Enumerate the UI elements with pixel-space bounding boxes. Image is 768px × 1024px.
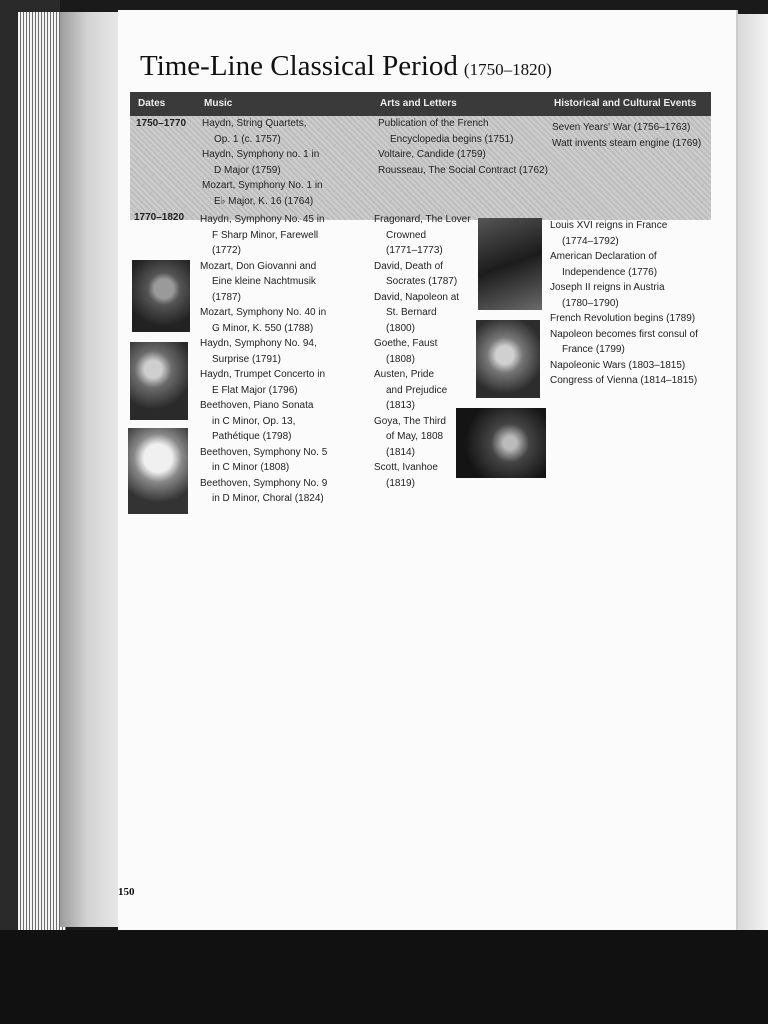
header-history: Historical and Cultural Events [554,98,697,109]
page-number: 150 [118,886,135,898]
row2-music-line: E Flat Major (1796) [212,384,298,396]
portrait-beethoven-image [128,428,188,514]
row2-arts-line: Crowned [386,229,427,241]
row1-music [202,116,323,209]
row1-history-line: Watt invents steam engine (1769) [552,137,702,149]
book-page-edges [18,12,66,932]
row1-arts-line: Rousseau, The Social Contract (1762) [378,164,548,176]
title-text: Time-Line Classical Period [140,50,458,82]
row2-history-line: France (1799) [562,344,625,355]
header-music: Music [204,98,233,109]
row2-history-line: American Declaration of [550,251,657,262]
row2-arts-line: (1800) [386,322,415,334]
page-title [140,50,552,83]
row2-history-line: Congress of Vienna (1814–1815) [550,375,698,386]
row2-history-line: (1780–1790) [562,297,619,309]
row2-music-line: (1787) [212,291,241,303]
row2-music-line: Mozart, Don Giovanni and [200,260,317,272]
row1-date: 1750–1770 [136,118,187,129]
row2-arts-line: Scott, Ivanhoe [374,462,438,473]
row2-music-line: Haydn, Symphony No. 45 in [200,214,325,225]
row2-arts-line: (1813) [386,400,415,411]
row2-arts-line: Socrates (1787) [386,276,458,287]
row1-arts-line: Voltaire, Candide (1759) [378,149,486,160]
row2-arts-line: (1771–1773) [386,245,443,256]
row2-arts-line: David, Napoleon at [374,291,460,303]
header-arts: Arts and Letters [380,98,457,109]
row2-history-line: Napoleon becomes first consul of [550,328,698,340]
row2-history-line: French Revolution begins (1789) [550,313,696,324]
row2-music-line: G Minor, K. 550 (1788) [212,322,314,334]
row2-music-line: F Sharp Minor, Farewell [212,229,319,241]
row1-music-line: Mozart, Symphony No. 1 in [202,180,323,191]
row2-music-line: Surprise (1791) [212,353,281,365]
book-page [118,10,736,930]
row1-music-line: D Major (1759) [214,164,281,176]
row2-music-line: in C Minor (1808) [212,462,290,473]
row1-music-line: E♭ Major, K. 16 (1764) [214,195,314,207]
row2-music [200,212,327,507]
row1-music-line: Haydn, Symphony no. 1 in [202,149,320,160]
row2-arts-line: (1819) [386,477,415,489]
row2-date: 1770–1820 [134,212,185,223]
row2-arts-line: David, Death of [374,260,443,272]
row2-history-line: Independence (1776) [562,266,658,278]
row2-arts-line: Goya, The Third [374,415,446,427]
painting-napoleon-image [476,320,540,398]
row2-arts-line: (1808) [386,353,415,365]
row2-music-line: Beethoven, Symphony No. 5 [200,446,328,458]
row2-history-line: Joseph II reigns in Austria [550,282,665,293]
row2-music-line: Haydn, Symphony No. 94, [200,338,317,349]
row2-arts-line: and Prejudice [386,384,448,396]
adjacent-page [736,14,768,944]
title-range: (1750–1820) [463,60,552,79]
row2-arts-line: of May, 1808 [386,431,444,442]
row2-arts-line: Austen, Pride [374,369,435,380]
row2-music-line: Beethoven, Piano Sonata [200,400,314,411]
row1-history [552,120,701,151]
timeline-table-header [130,92,711,116]
row2-music-line: in D Minor, Choral (1824) [212,493,324,504]
row1-history-line: Seven Years' War (1756–1763) [552,122,691,133]
row2-music-line: Haydn, Trumpet Concerto in [200,369,326,380]
portrait-mozart-image [132,260,190,332]
row2-history-line: Napoleonic Wars (1803–1815) [550,359,686,371]
row2-music-line: in C Minor, Op. 13, [212,415,296,427]
row2-music-line: Eine kleine Nachtmusik [212,276,316,287]
row2-music-line: Beethoven, Symphony No. 9 [200,477,328,489]
row2-arts-line: (1814) [386,446,415,458]
painting-fragonard-image [478,218,542,310]
header-dates: Dates [138,98,166,109]
row2-history [550,218,698,389]
row1-music-line: Op. 1 (c. 1757) [214,133,281,145]
row2-arts-line: St. Bernard [386,307,437,318]
scan-bottom-background [0,930,768,1024]
row2-music-line: Pathétique (1798) [212,431,292,442]
row1-arts-line: Encyclopedia begins (1751) [390,133,514,145]
row2-arts-line: Goethe, Faust [374,338,438,349]
portrait-haydn-image [130,342,188,420]
row2-music-line: Mozart, Symphony No. 40 in [200,307,327,318]
row1-music-line: Haydn, String Quartets, [202,118,307,129]
row1-arts [378,116,548,178]
row2-music-line: (1772) [212,245,241,256]
painting-goya-image [456,408,546,478]
row2-history-line: Louis XVI reigns in France [550,220,668,231]
row2-arts-line: Fragonard, The Lover [374,214,471,225]
row2-history-line: (1774–1792) [562,235,619,247]
row1-arts-line: Publication of the French [378,118,489,129]
